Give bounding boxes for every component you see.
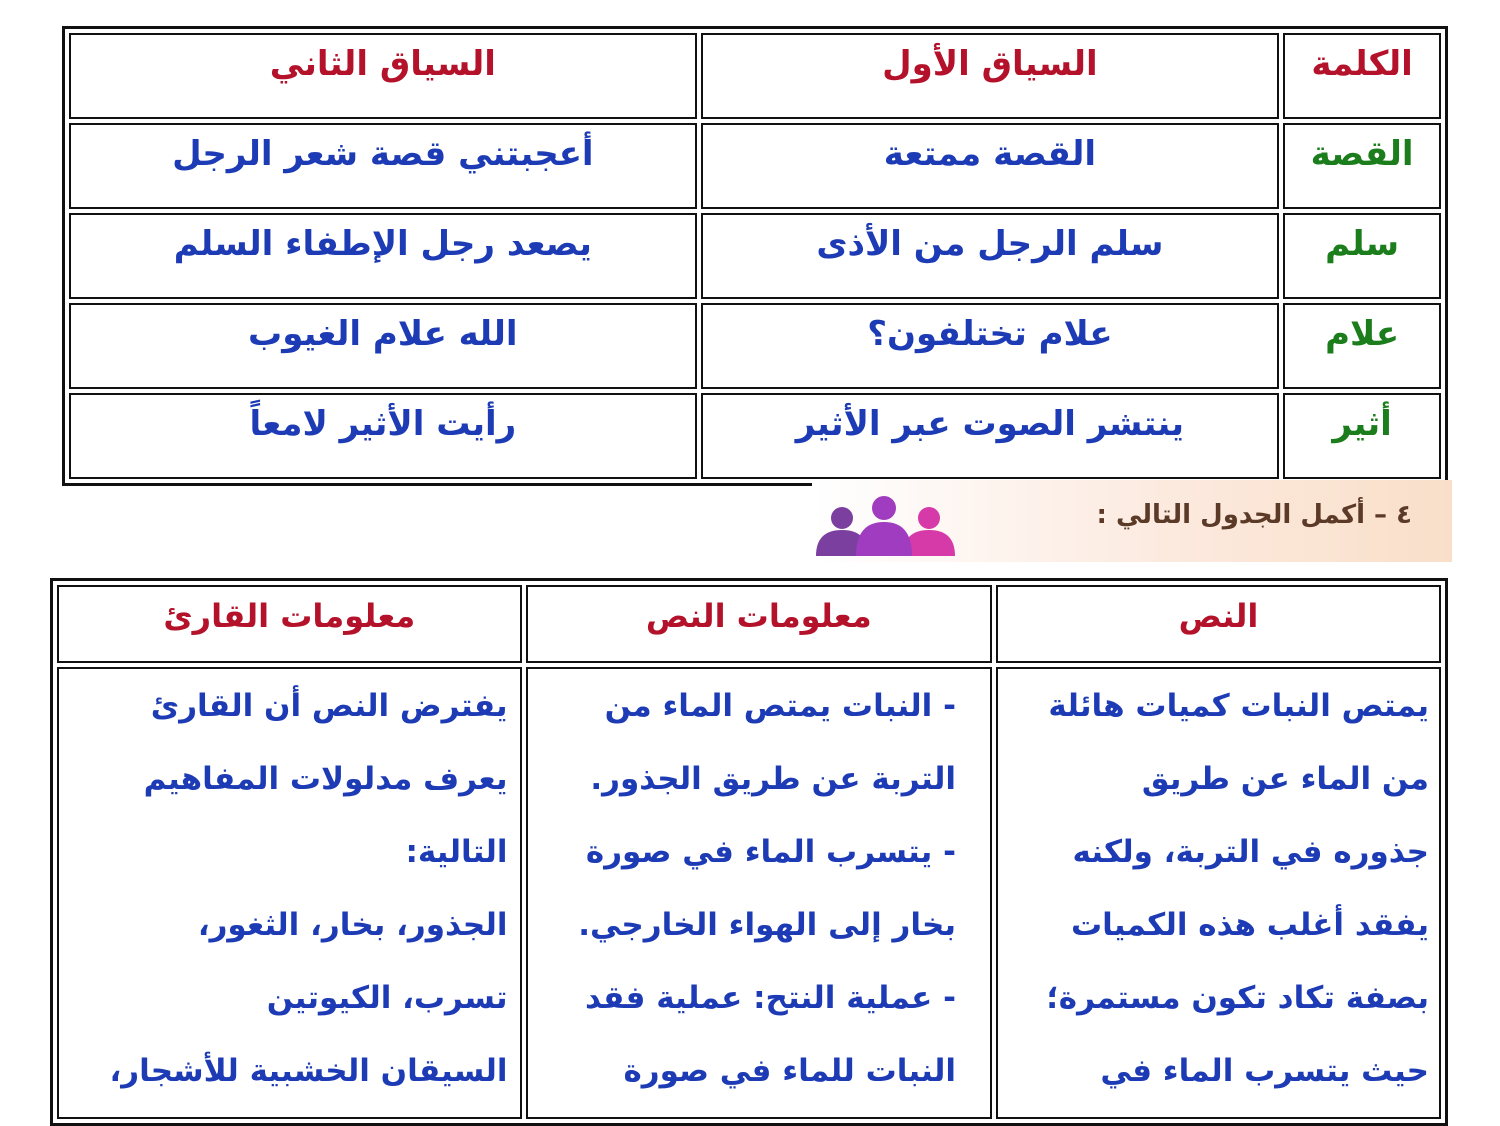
- reader-line: السيقان الخشبية للأشجار،: [109, 1053, 508, 1089]
- second-context-cell: رأيت الأثير لامعاً: [69, 393, 697, 479]
- word-cell: أثير: [1283, 393, 1441, 479]
- word-cell: القصة: [1283, 123, 1441, 209]
- table-row: [69, 123, 1441, 209]
- reader-line: يعرف مدلولات المفاهيم: [143, 761, 508, 797]
- first-context-cell: سلم الرجل من الأذى: [701, 213, 1280, 299]
- info-line: التربة عن طريق الجذور.: [590, 761, 956, 797]
- header-text-info: معلومات النص: [526, 585, 992, 663]
- text-line: يفقد أغلب هذه الكميات: [1070, 907, 1429, 943]
- first-context-cell: ينتشر الصوت عبر الأثير: [701, 393, 1280, 479]
- text-cell: [996, 667, 1441, 1119]
- header-first-context: السياق الأول: [701, 33, 1280, 119]
- table-row: [69, 393, 1441, 479]
- text-line: جذوره في التربة، ولكنه: [1072, 834, 1429, 870]
- info-line: - النبات يمتص الماء من: [604, 688, 956, 724]
- first-context-cell: علام تختلفون؟: [701, 303, 1280, 389]
- word-cell: علام: [1283, 303, 1441, 389]
- header-reader-info: معلومات القارئ: [57, 585, 522, 663]
- second-context-cell: الله علام الغيوب: [69, 303, 697, 389]
- header-second-context: السياق الثاني: [69, 33, 697, 119]
- people-group-icon: [812, 496, 957, 556]
- header-word: الكلمة: [1283, 33, 1441, 119]
- reader-line: التالية:: [405, 834, 508, 870]
- second-context-cell: أعجبتني قصة شعر الرجل: [69, 123, 697, 209]
- table-row: [69, 303, 1441, 389]
- info-line: النبات للماء في صورة: [623, 1053, 956, 1089]
- table-header-row: [69, 33, 1441, 119]
- header-text: النص: [996, 585, 1441, 663]
- text-line: حيث يتسرب الماء في: [1100, 1053, 1429, 1089]
- table-header-row: [57, 585, 1441, 663]
- reader-line: يفترض النص أن القارئ: [150, 688, 508, 724]
- text-line: بصفة تكاد تكون مستمرة؛: [1046, 980, 1429, 1016]
- info-line: - يتسرب الماء في صورة: [585, 834, 956, 870]
- vocabulary-context-table: [62, 26, 1448, 486]
- reader-line: تسرب، الكيوتين: [266, 980, 508, 1016]
- info-line: بخار إلى الهواء الخارجي.: [578, 907, 956, 943]
- text-line: من الماء عن طريق: [1141, 761, 1429, 797]
- info-line: - عملية النتح: عملية فقد: [584, 980, 956, 1016]
- section-4-title: ٤ – أكمل الجدول التالي :: [1096, 500, 1412, 530]
- text-line: يمتص النبات كميات هائلة: [1048, 688, 1429, 724]
- table-row: [69, 213, 1441, 299]
- reader-line: الجذور، بخار، الثغور،: [197, 907, 508, 943]
- section-4-banner: [812, 480, 1452, 562]
- first-context-cell: القصة ممتعة: [701, 123, 1280, 209]
- word-cell: سلم: [1283, 213, 1441, 299]
- table-row: [57, 667, 1441, 1119]
- text-info-cell: [526, 667, 992, 1119]
- second-context-cell: يصعد رجل الإطفاء السلم: [69, 213, 697, 299]
- text-analysis-table: [50, 578, 1448, 1126]
- reader-info-cell: [57, 667, 522, 1119]
